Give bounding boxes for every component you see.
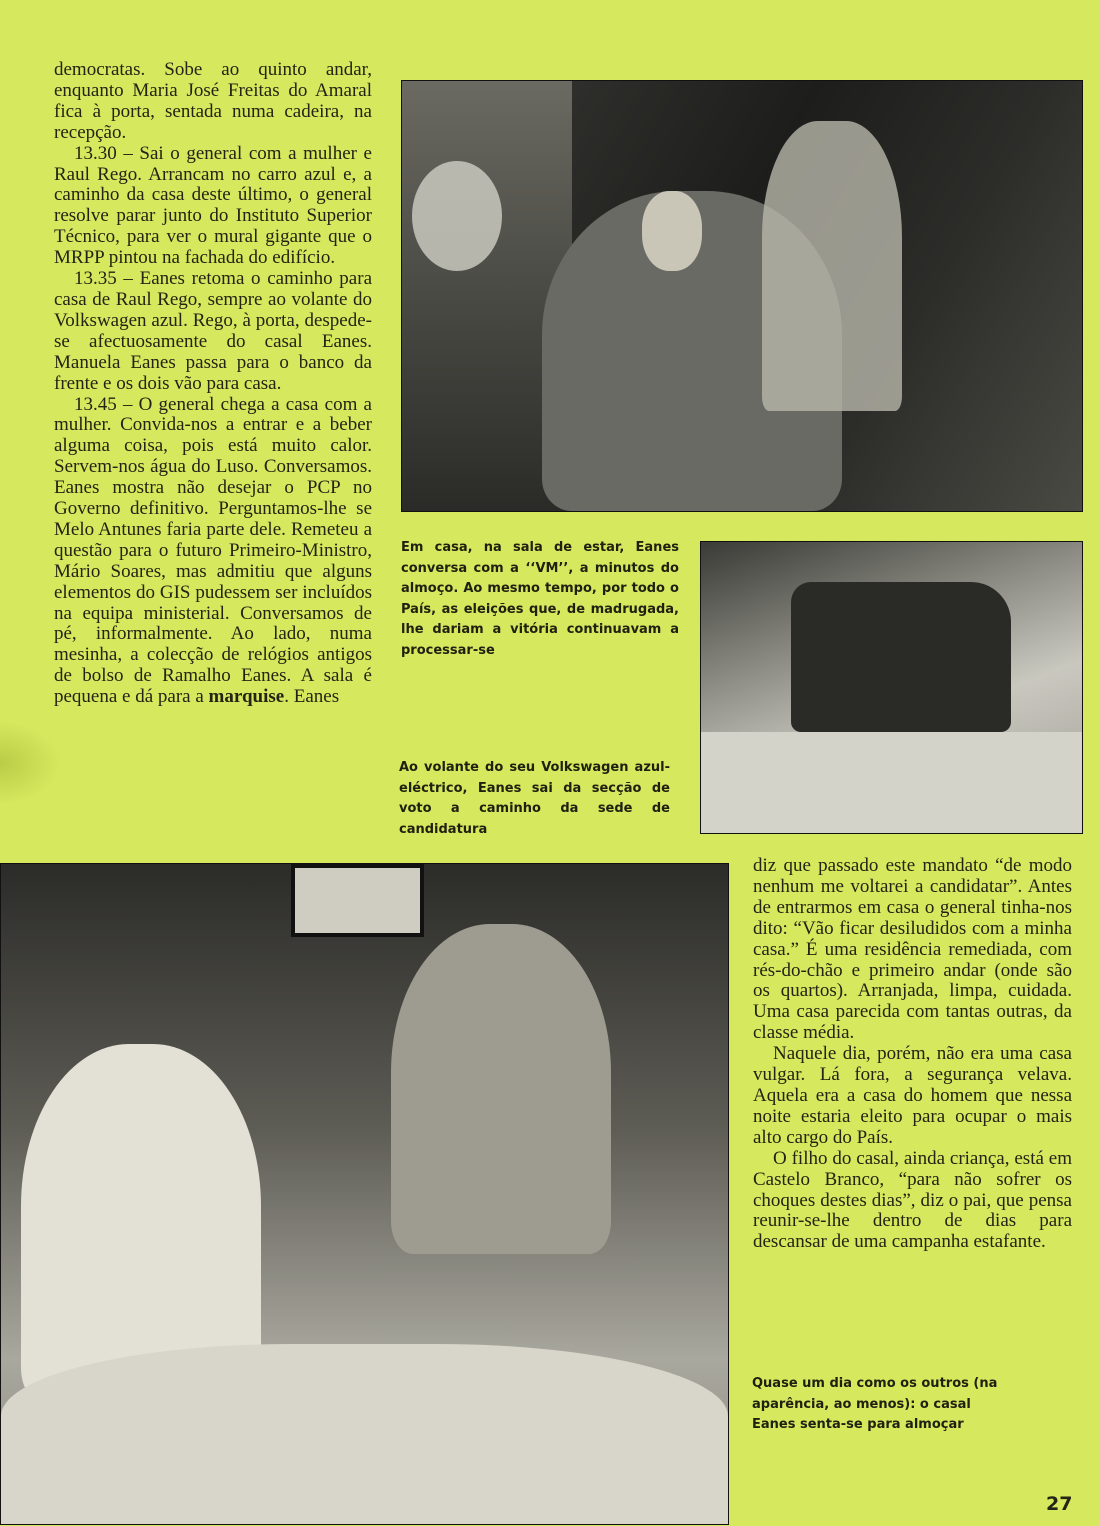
caption-volkswagen: Ao volante do seu Volkswagen azul-eléctrico, Eanes sai da secção de voto a caminho da sede de candidatura <box>399 760 670 837</box>
paragraph-13-45 <box>54 395 372 709</box>
photo-car-window <box>791 582 1011 732</box>
paragraph: diz que passado este mandato “de modo nenhum me voltarei a candidatar”. Antes de entrarmos em casa o general tinha-nos dito: “Vão ficar desiludidos com a minha casa.” É uma residência remediada, com rés-do-chão e primeiro andar (onde são os quartos). Arranjada, limpa, cuidada. Uma casa parecida com tantas outras, da classe média. <box>753 855 1072 1044</box>
right-article-column <box>753 856 1072 1253</box>
photo-living-room <box>401 80 1083 512</box>
page-number: 27 <box>1046 1493 1073 1515</box>
paragraph: democratas. Sobe ao quinto andar, enquanto Maria José Freitas do Amaral fica à porta, sentada numa cadeira, na recepção. <box>54 59 372 143</box>
photo-volkswagen <box>700 541 1083 834</box>
paragraph: O filho do casal, ainda criança, está em Castelo Branco, “para não sofrer os choques destes dias”, diz o pai, que pensa reunir-se-lhe dentro de dias para descansar de uma campanha estafante. <box>753 1147 1072 1253</box>
text: 13.45 – O general chega a casa com a mulher. Convida-nos a entrar e a beber alguma coisa, pois está muito calor. Servem-nos água do Luso. Conversamos. Eanes mostra não desejar o PCP no Governo definitivo. Perguntamos-lhe se Melo Antunes faria parte dele. Remeteu a questão para o futuro Primeiro-Ministro, Mário Soares, mas admitiu que alguns elementos do GIS pudessem ser incluídos na equipa ministerial. Conversamos de pé, informalmente. Ao lado, numa mesinha, a colecção de relógios antigos de bolso de Ramalho Eanes. A sala é pequena e dá para a <box>54 393 372 708</box>
photo-standing-people <box>762 121 902 411</box>
paragraph-13-35: 13.35 – Eanes retoma o caminho para casa de Raul Rego, sempre ao volante do Volkswagen azul. Rego, à porta, despede-se afectuosamente do casal Eanes. Manuela Eanes passa para o banco da frente e os dois vão para casa. <box>54 268 372 394</box>
photo-face <box>642 191 702 271</box>
photo-lunch <box>0 863 729 1525</box>
paragraph: Naquele dia, porém, não era uma casa vulgar. Lá fora, a segurança velava. Aquela era a casa do homem que nessa noite estaria eleito para ocupar o mais alto cargo do País. <box>753 1043 1072 1148</box>
photo-fan <box>412 161 502 271</box>
text: . Eanes <box>284 686 340 708</box>
caption-living-room: Em casa, na sala de estar, Eanes conversa com a ‘‘VM’’, a minutos do almoço. Ao mesmo tempo, por todo o País, as eleições que, de madrugada, lhe dariam a vitória continuavam a processar-se <box>401 540 679 658</box>
paragraph-13-30: 13.30 – Sai o general com a mulher e Raul Rego. Arrancam no carro azul e, a caminho da casa deste último, o general resolve parar junto do Instituto Superior Técnico, para ver o mural gigante que o MRPP pintou na fachada do edifício. <box>54 142 372 269</box>
photo-table <box>1 1344 728 1524</box>
caption-lunch: Quase um dia como os outros (na aparência, ao menos): o casal Eanes senta-se para almoçar <box>752 1376 998 1432</box>
left-article-column <box>54 60 372 708</box>
bold-term: marquise <box>208 686 285 708</box>
photo-car-body <box>701 732 1082 833</box>
photo-picture-frame <box>291 864 424 937</box>
photo-woman <box>391 924 611 1254</box>
